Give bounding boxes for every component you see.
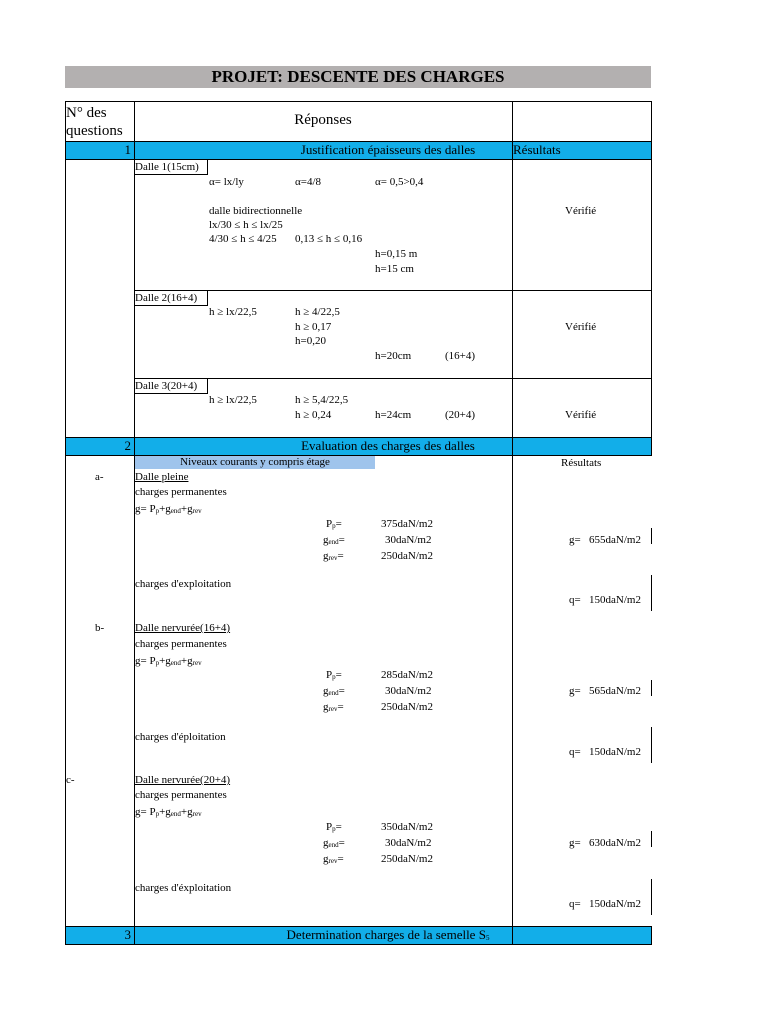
dalle2-condition-value: h ≥ 0,17 <box>295 321 332 333</box>
header-question-number: N° des questions <box>66 105 123 139</box>
dalle2-type: (16+4) <box>445 350 476 362</box>
item-b-name: Dalle nervurée(16+4) <box>135 622 231 634</box>
dalle2-condition: h ≥ lx/22,5 <box>209 306 257 318</box>
item-a-g-label: g= <box>569 534 581 546</box>
item-b-pp-label: Pp= <box>326 669 342 681</box>
niveaux-label: Niveaux courants y compris étage <box>135 456 375 469</box>
item-c-expl-label: charges d'éxploitation <box>135 882 232 894</box>
item-b-q-label: q= <box>569 746 581 758</box>
cell-edge <box>651 879 652 915</box>
section-results-label: Résultats <box>513 142 561 157</box>
section-label: Determination charges de la semelle S5 <box>286 927 490 942</box>
cell-edge <box>651 680 652 696</box>
dalle1-verified: Vérifié <box>565 205 597 217</box>
dalle1-alpha-formula: α= lx/ly <box>209 176 244 188</box>
page-title: PROJET: DESCENTE DES CHARGES <box>65 66 651 88</box>
dalle3-h-cm: h=24cm <box>375 409 412 421</box>
rule <box>134 378 652 379</box>
item-a-name: Dalle pleine <box>135 471 189 483</box>
section-number: 1 <box>124 142 131 157</box>
dalle3-type: (20+4) <box>445 409 476 421</box>
section-label: Evaluation des charges des dalles <box>301 438 475 453</box>
item-c-g-value: 630daN/m2 <box>589 837 641 849</box>
item-a-pp-label: Pp= <box>326 518 342 530</box>
item-a-grev-label: grev= <box>323 550 344 562</box>
dalle3-condition-value: h ≥ 0,24 <box>295 409 332 421</box>
rule <box>65 926 652 927</box>
dalle3-verified: Vérifié <box>565 409 597 421</box>
item-c-perm-label: charges permanentes <box>135 789 227 801</box>
dalle3-label: Dalle 3(20+4) <box>134 378 208 394</box>
item-b-grev-label: grev= <box>323 701 344 713</box>
item-b-gend-value: 30daN/m2 <box>385 685 432 697</box>
section-band-2 <box>65 437 651 455</box>
item-a-q-label: q= <box>569 594 581 606</box>
item-c-grev-value: 250daN/m2 <box>381 853 433 865</box>
grid-right-border <box>651 101 652 456</box>
item-a-letter: a- <box>95 471 104 483</box>
item-a-gend-label: gend= <box>323 534 345 546</box>
section-number: 3 <box>124 927 131 942</box>
cell-edge <box>651 528 652 544</box>
item-b-grev-value: 250daN/m2 <box>381 701 433 713</box>
item-a-g-value: 655daN/m2 <box>589 534 641 546</box>
item-c-grev-label: grev= <box>323 853 344 865</box>
rule <box>134 290 652 291</box>
dalle1-condition-range: 0,13 ≤ h ≤ 0,16 <box>295 233 363 245</box>
item-c-q-value: 150daN/m2 <box>589 898 641 910</box>
dalle1-h-cm: h=15 cm <box>375 263 414 275</box>
item-c-gend-value: 30daN/m2 <box>385 837 432 849</box>
item-a-pp-value: 375daN/m2 <box>381 518 433 530</box>
item-a-gend-value: 30daN/m2 <box>385 534 432 546</box>
section-band-3 <box>65 926 651 944</box>
item-c-gend-label: gend= <box>323 837 345 849</box>
cell-edge <box>651 831 652 847</box>
rule <box>65 141 652 142</box>
item-b-g-label: g= <box>569 685 581 697</box>
item-b-q-value: 150daN/m2 <box>589 746 641 758</box>
table-top-border <box>65 101 652 102</box>
item-b-pp-value: 285daN/m2 <box>381 669 433 681</box>
dalle2-h-cm: h=20cm <box>375 350 412 362</box>
item-c-letter: c- <box>66 774 75 786</box>
grid-left-border <box>65 101 66 945</box>
item-c-q-label: q= <box>569 898 581 910</box>
section-label: Justification épaisseurs des dalles <box>300 142 476 157</box>
grid-col-divider-1 <box>134 101 135 945</box>
item-a-g-formula: g= Pp+gend+grev <box>135 503 202 515</box>
eval-results-label: Résultats <box>561 457 602 469</box>
item-b-gend-label: gend= <box>323 685 345 697</box>
item-b-g-formula: g= Pp+gend+grev <box>135 655 202 667</box>
item-c-g-formula: g= Pp+gend+grev <box>135 806 202 818</box>
cell-edge <box>651 575 652 611</box>
dalle1-alpha-ratio: α=4/8 <box>295 176 322 188</box>
rule <box>65 944 652 945</box>
dalle2-verified: Vérifié <box>565 321 597 333</box>
header-responses: Réponses <box>294 112 352 128</box>
dalle2-condition-numeric: h ≥ 4/22,5 <box>295 306 340 318</box>
item-b-perm-label: charges permanentes <box>135 638 227 650</box>
dalle3-condition: h ≥ lx/22,5 <box>209 394 257 406</box>
item-b-letter: b- <box>95 622 105 634</box>
section-number: 2 <box>124 438 131 453</box>
dalle1-type: dalle bidirectionnelle <box>209 205 303 217</box>
dalle2-h-chosen: h=0,20 <box>295 335 326 347</box>
item-c-g-label: g= <box>569 837 581 849</box>
grid-right-border-bottom <box>651 926 652 944</box>
item-c-name: Dalle nervurée(20+4) <box>135 774 231 786</box>
cell-edge <box>651 727 652 763</box>
dalle1-condition: lx/30 ≤ h ≤ lx/25 <box>209 219 283 231</box>
item-c-pp-value: 350daN/m2 <box>381 821 433 833</box>
grid-col-divider-2 <box>512 101 513 945</box>
item-c-pp-label: Pp= <box>326 821 342 833</box>
dalle1-condition-numeric: 4/30 ≤ h ≤ 4/25 <box>209 233 277 245</box>
item-a-q-value: 150daN/m2 <box>589 594 641 606</box>
item-a-expl-label: charges d'exploitation <box>135 578 232 590</box>
dalle1-h-m: h=0,15 m <box>375 248 418 260</box>
section-band-1 <box>65 141 651 159</box>
item-a-grev-value: 250daN/m2 <box>381 550 433 562</box>
item-b-expl-label: charges d'éploitation <box>135 731 226 743</box>
item-a-perm-label: charges permanentes <box>135 486 227 498</box>
dalle3-condition-numeric: h ≥ 5,4/22,5 <box>295 394 349 406</box>
dalle1-alpha-value: α= 0,5>0,4 <box>375 176 424 188</box>
rule <box>65 437 652 438</box>
dalle2-label: Dalle 2(16+4) <box>134 290 208 306</box>
dalle1-label: Dalle 1(15cm) <box>134 159 208 175</box>
item-b-g-value: 565daN/m2 <box>589 685 641 697</box>
